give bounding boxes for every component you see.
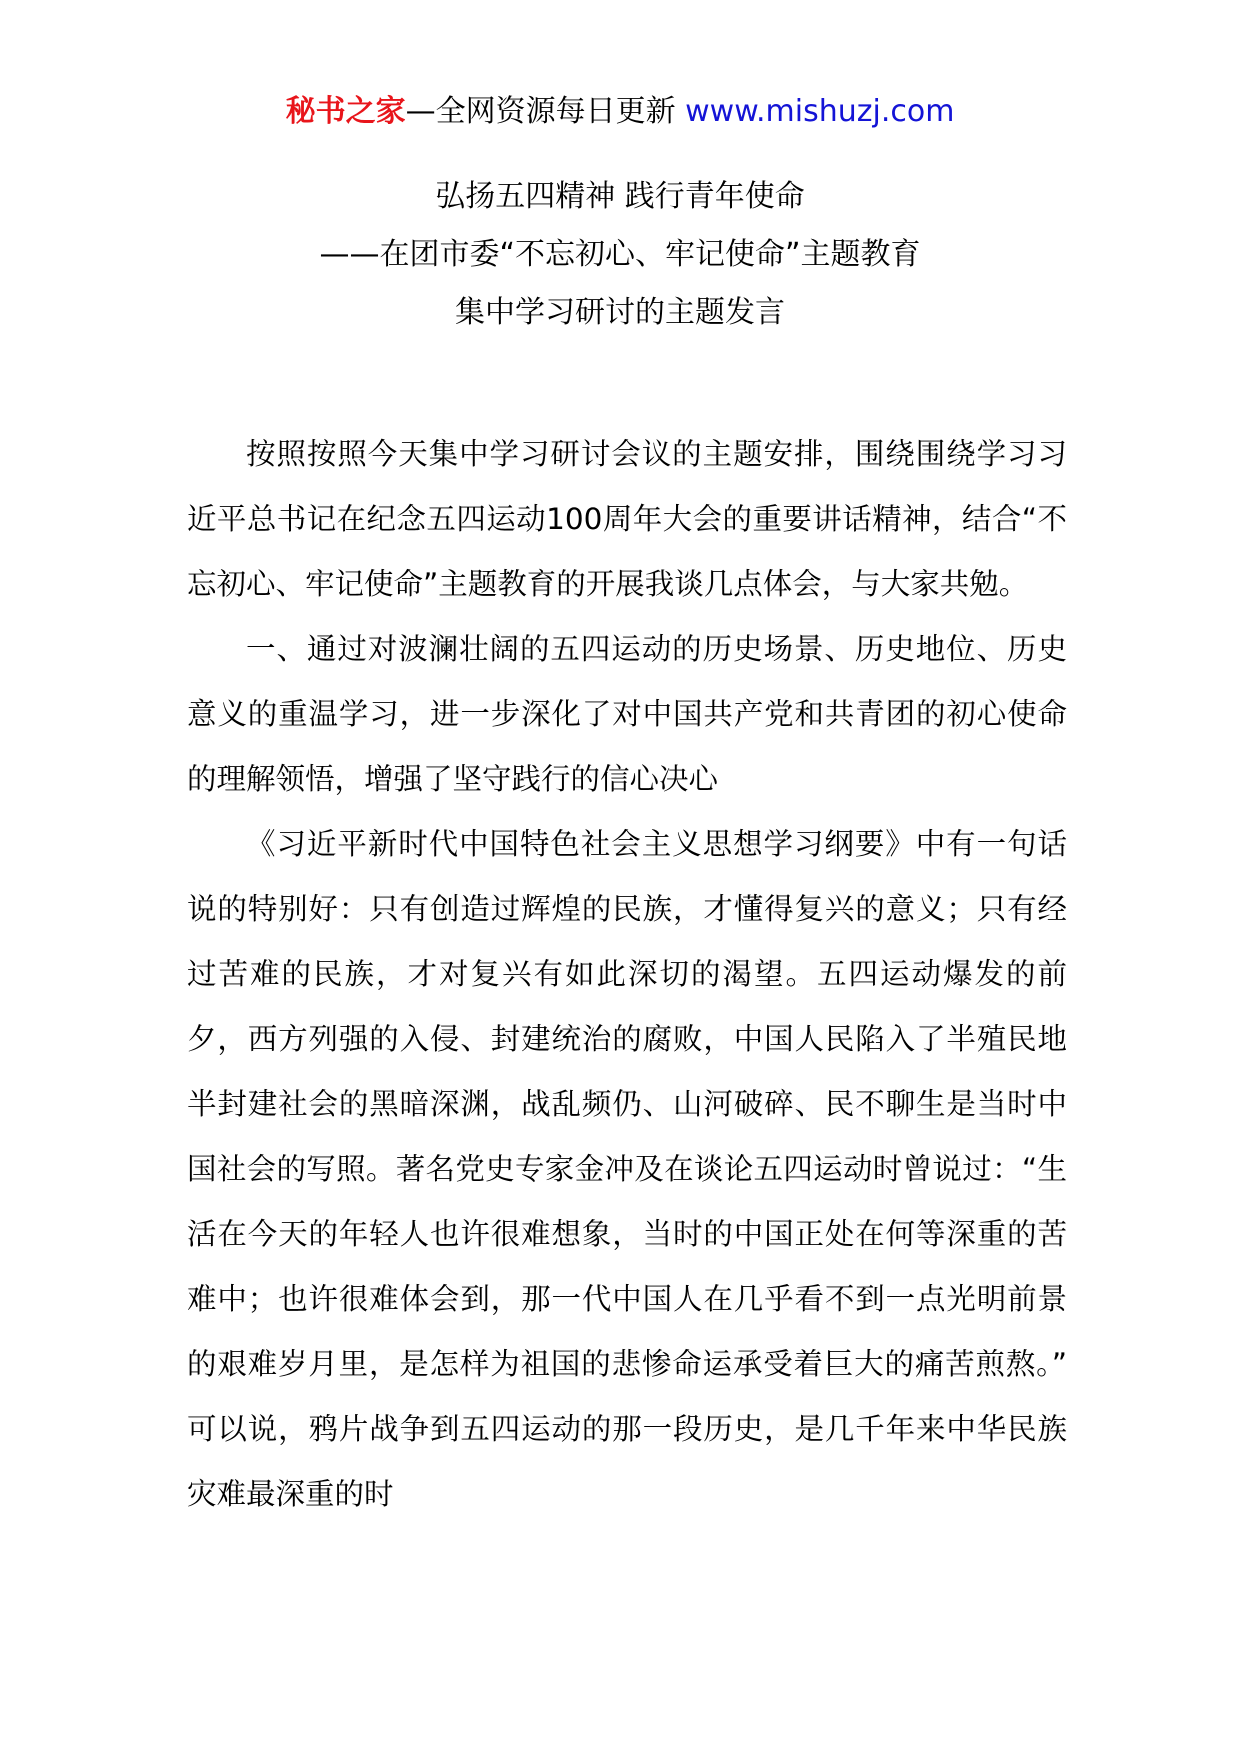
body-paragraph-intro: 按照按照今天集中学习研讨会议的主题安排，围绕围绕学习习近平总书记在纪念五四运动100周年大会的重要讲话精神，结合“不忘初心、牢记使命”主题教育的开展我谈几点体会，与大家共勉。 bbox=[187, 437, 1067, 601]
site-url-link[interactable]: www.mishuzj.com bbox=[685, 94, 955, 129]
body-paragraph-main: 《习近平新时代中国特色社会主义思想学习纲要》中有一句话说的特别好：只有创造过辉煌的民族，才懂得复兴的意义；只有经过苦难的民族，才对复兴有如此深切的渴望。五四运动爆发的前夕，西方列强的入侵、封建统治的腐败，中国人民陷入了半殖民地半封建社会的黑暗深渊，战乱频仍、山河破碎、民不聊生是当时中国社会的写照。著名党史专家金冲及在谈论五四运动时曾说过：“生活在今天的年轻人也许很难想象，当时的中国正处在何等深重的苦难中；也许很难体会到，那一代中国人在几乎看不到一点光明前景的艰难岁月里，是怎样为祖国的悲惨命运承受着巨大的痛苦煎熬。” 可以说，鸦片战争到五四运动的那一段历史，是几千年来中华民族灾难最深重的时 bbox=[187, 827, 1067, 1511]
site-brand: 秘书之家 bbox=[285, 94, 406, 129]
document-title: 弘扬五四精神 践行青年使命 bbox=[435, 179, 805, 214]
body-paragraph-section-heading: 一、通过对波澜壮阔的五四运动的历史场景、历史地位、历史意义的重温学习，进一步深化了对中国共产党和共青团的初心使命的理解领悟，增强了坚守践行的信心决心 bbox=[187, 632, 1067, 796]
site-header bbox=[0, 92, 1240, 132]
document-subtitle-line-2: 集中学习研讨的主题发言 bbox=[455, 295, 785, 330]
document-title-block bbox=[0, 168, 1240, 342]
site-slogan: —全网资源每日更新 bbox=[405, 94, 686, 129]
document-subtitle-line-1: ——在团市委“不忘初心、牢记使命”主题教育 bbox=[319, 237, 921, 272]
document-body bbox=[187, 422, 1067, 1527]
